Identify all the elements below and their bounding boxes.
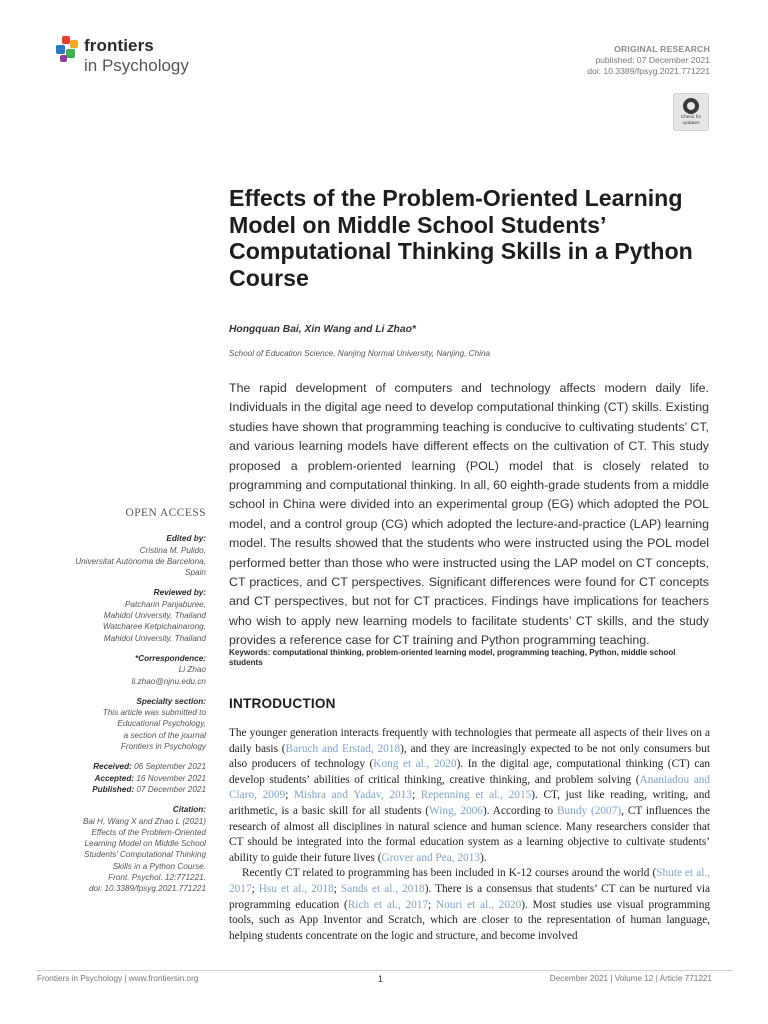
article-authors[interactable]: Hongquan Bai, Xin Wang and Li Zhao*	[229, 324, 416, 335]
check-updates-icon	[683, 98, 699, 114]
logo-wordmark: frontiers	[84, 36, 154, 55]
body-paragraph: Recently CT related to programming has been included in K-12 courses around the world (Shute et al., 2017; Hsu et al., 2018; Sands et al., 2018). There is a consensus that students’ CT can be nurtured via programming education (Rich et al., 2017; Nouri et al., 2020). Most studies use visual programming tools, such as App Inventor and Scratch, which are closer to the representation of human language, helping students concentrate on the logic and structure, and become involved	[229, 867, 710, 942]
section-heading-introduction: INTRODUCTION	[229, 696, 336, 711]
citation-link[interactable]: Hsu et al., 2018	[258, 882, 334, 895]
citation-info: Bai H, Wang X and Zhao L (2021) Effects of the Problem-Oriented Learning Model on Middle School Students’ Computational Thinking Skills in a Python Course. Front. Psychol. 12:771221. doi: 10.3389/fpsyg.2021.771221	[82, 816, 206, 894]
edited-by-label: Edited by:	[166, 534, 206, 544]
logo-journal-name: in Psychology	[84, 56, 189, 75]
citation-link[interactable]: Grover and Pea, 2013	[381, 851, 480, 864]
logo-block-blue	[56, 45, 65, 54]
check-updates-label: Check for updates	[680, 115, 702, 126]
received-date: Received: 06 September 2021	[93, 762, 206, 772]
citation-link[interactable]: Rich et al., 2017	[347, 898, 429, 911]
footer-divider	[36, 970, 733, 971]
keywords: Keywords: computational thinking, problem-oriented learning model, programming teaching, Python, middle school students	[229, 648, 676, 668]
article-info-sidebar	[36, 508, 206, 895]
correspondence-label: *Correspondence:	[135, 653, 206, 663]
citation-link[interactable]: Shute et al., 2017	[229, 867, 710, 895]
reviewed-by-label: Reviewed by:	[153, 588, 206, 598]
citation-label: Citation:	[172, 805, 206, 815]
footer-journal-link[interactable]: Frontiers in Psychology | www.frontiersin.org	[37, 974, 199, 983]
reviewer-info: Patcharin Panjaburee, Mahidol University, Thailand Watcharee Ketpichainarong, Mahidol University, Thailand	[102, 599, 206, 643]
citation-link[interactable]: Ananiadou and Claro, 2009	[229, 773, 711, 802]
accepted-date: Accepted: 16 November 2021	[94, 773, 206, 783]
check-for-updates-button[interactable]	[673, 93, 709, 131]
citation-link[interactable]: Baruch and Erstad, 2018	[285, 742, 401, 755]
page-number: 1	[378, 974, 383, 984]
footer-issue-info: December 2021 | Volume 12 | Article 771221	[549, 974, 712, 983]
citation-link[interactable]: Sands et al., 2018	[340, 882, 425, 895]
logo-block-orange	[70, 40, 78, 48]
logo-block-red	[62, 36, 70, 44]
article-title: Effects of the Problem-Oriented Learning Model on Middle School Students’ Computational Thinking Skills in a Python Course	[229, 185, 693, 291]
logo-block-green	[66, 49, 75, 58]
introduction-body	[229, 726, 710, 944]
author-affiliation: School of Education Science, Nanjing Normal University, Nanjing, China	[229, 349, 491, 358]
citation-link[interactable]: Bundy (2007)	[557, 804, 622, 817]
published-date: published: 07 December 2021	[595, 55, 710, 65]
abstract: The rapid development of computers and technology affects modern daily life. Individuals in the digital age need to develop computational thinking (CT) skills. Existing studies have shown that programming teaching is conducive to cultivating students’ CT, and various learning models have different effects on the cultivation of CT. This study proposed a problem-oriented learning (POL) model that is closely related to programming and computational thinking. In all, 60 eighth-grade students from a middle school in China were divided into an experimental group (EG) which adopted the POL model, and a control group (CG) which adopted the lecture-and-practice (LAP) learning model. The results showed that the students who were instructed using the POL model performed better than those who were instructed using the LAP model on CT concepts, CT practices, and CT perspectives. Significant differences were found for CT concepts and CT perspectives, but not for CT practices. Findings have implications for teachers who wish to apply new learning models to facilitate students’ CT skills, and the study provides a reference case for CT training and Python programming teaching.	[229, 381, 709, 648]
journal-logo[interactable]	[56, 34, 216, 82]
article-type: ORIGINAL RESEARCH	[614, 44, 710, 54]
sidebar-published-date: Published: 07 December 2021	[92, 784, 206, 794]
correspondence-info[interactable]: Li Zhao li.zhao@njnu.edu.cn	[131, 665, 206, 686]
citation-link[interactable]: Nouri et al., 2020	[435, 898, 522, 911]
article-meta-header	[587, 44, 710, 77]
editor-info: Cristina M. Pulido, Universitat Autònoma de Barcelona, Spain	[75, 545, 206, 578]
specialty-section-info: This article was submitted to Educational Psychology, a section of the journal Frontiers in Psychology	[102, 708, 206, 752]
article-doi[interactable]: doi: 10.3389/fpsyg.2021.771221	[587, 66, 710, 76]
citation-link[interactable]: Mishra and Yadav, 2013	[294, 789, 412, 802]
body-paragraph: The younger generation interacts frequently with technologies that permeate all aspects of their lives on a daily basis (Baruch and Erstad, 2018), and they are increasingly expected to be not only consumers but also producers of technology (Kong et al., 2020). In the digital age, computational thinking (CT) can develop students’ abilities of critical thinking, creative thinking, and problem solving (Ananiadou and Claro, 2009; Mishra and Yadav, 2013; Repenning et al., 2015). CT, just like reading, writing, and arithmetic, is a basic skill for all students (Wing, 2006). According to Bundy (2007), CT influences the research of almost all disciplines in natural science and human science. Many researchers consider that CT should be integrated into the formal education system as a learning objective to cultivate students’ ability to guide their future lives (Grover and Pea, 2013).	[229, 727, 711, 864]
open-access-label: OPEN ACCESS	[125, 507, 206, 519]
logo-block-purple	[60, 55, 67, 62]
citation-link[interactable]: Wing, 2006	[429, 804, 483, 817]
specialty-section-label: Specialty section:	[136, 696, 206, 706]
citation-link[interactable]: Kong et al., 2020	[373, 758, 457, 771]
citation-link[interactable]: Repenning et al., 2015	[420, 789, 532, 802]
frontiers-logo-icon	[56, 36, 80, 62]
